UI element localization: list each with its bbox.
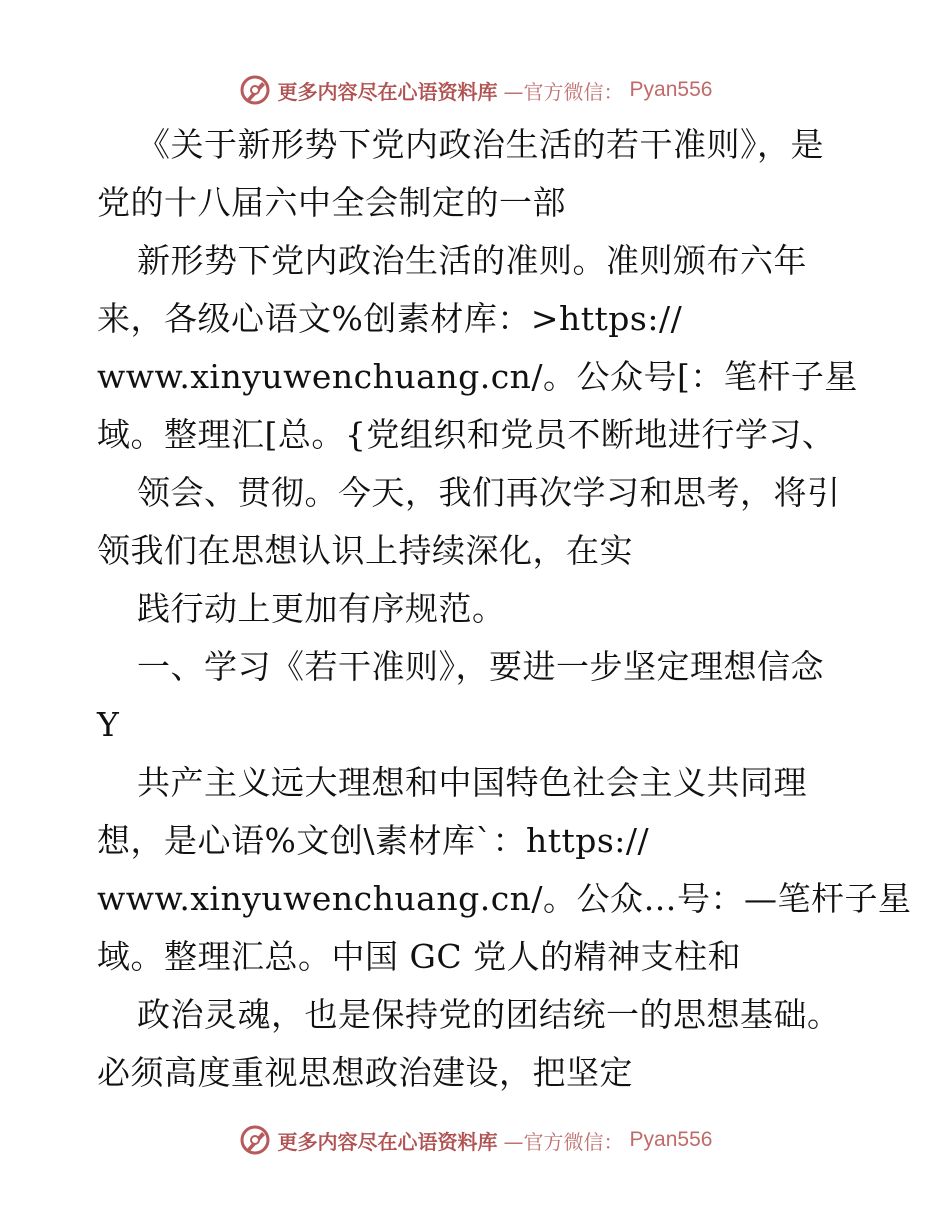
banner-subtitle: —官方微信： — [503, 79, 624, 104]
body-line: www.xinyuwenchuang.cn/。公众…号：—笔杆子星 — [97, 879, 912, 918]
banner-subtitle: —官方微信： — [503, 1129, 624, 1154]
body-line: 来，各级心语文%创素材库：>https:// — [97, 299, 683, 338]
document-body — [97, 116, 912, 1102]
footer-banner — [0, 1123, 950, 1157]
body-line: 党的十八届六中全会制定的一部 — [97, 183, 566, 222]
body-line: 领我们在思想认识上持续深化，在实 — [97, 531, 633, 570]
header-banner — [0, 73, 950, 107]
body-line: Y — [97, 705, 120, 744]
banner-wechat-id: Pyan556 — [629, 1128, 713, 1151]
body-line: 新形势下党内政治生活的准则。准则颁布六年 — [137, 241, 807, 280]
body-line: 共产主义远大理想和中国特色社会主义共同理 — [137, 763, 807, 802]
body-line: 域。整理汇[总。{党组织和党员不断地进行学习、 — [97, 415, 836, 454]
quill-circle-logo-icon — [238, 1123, 272, 1157]
body-line: 《关于新形势下党内政治生活的若干准则》，是 — [137, 125, 824, 164]
body-line: 践行动上更加有序规范。 — [137, 589, 506, 628]
quill-circle-logo-icon — [238, 73, 272, 107]
body-line: 必须高度重视思想政治建设，把坚定 — [97, 1053, 633, 1092]
body-line: 想，是心语%文创\素材库`：https:// — [97, 821, 650, 860]
body-line: 领会、贯彻。今天，我们再次学习和思考，将引 — [137, 473, 841, 512]
body-line: 域。整理汇总。中国 GC 党人的精神支柱和 — [97, 937, 742, 976]
body-line: www.xinyuwenchuang.cn/。公众号[：笔杆子星 — [97, 357, 858, 396]
banner-wechat-id: Pyan556 — [629, 78, 713, 101]
body-line: 一、学习《若干准则》，要进一步坚定理想信念 — [137, 647, 824, 686]
body-line: 政治灵魂，也是保持党的团结统一的思想基础。 — [137, 995, 841, 1034]
banner-title: 更多内容尽在心语资料库 — [277, 79, 498, 104]
banner-title: 更多内容尽在心语资料库 — [277, 1129, 498, 1154]
